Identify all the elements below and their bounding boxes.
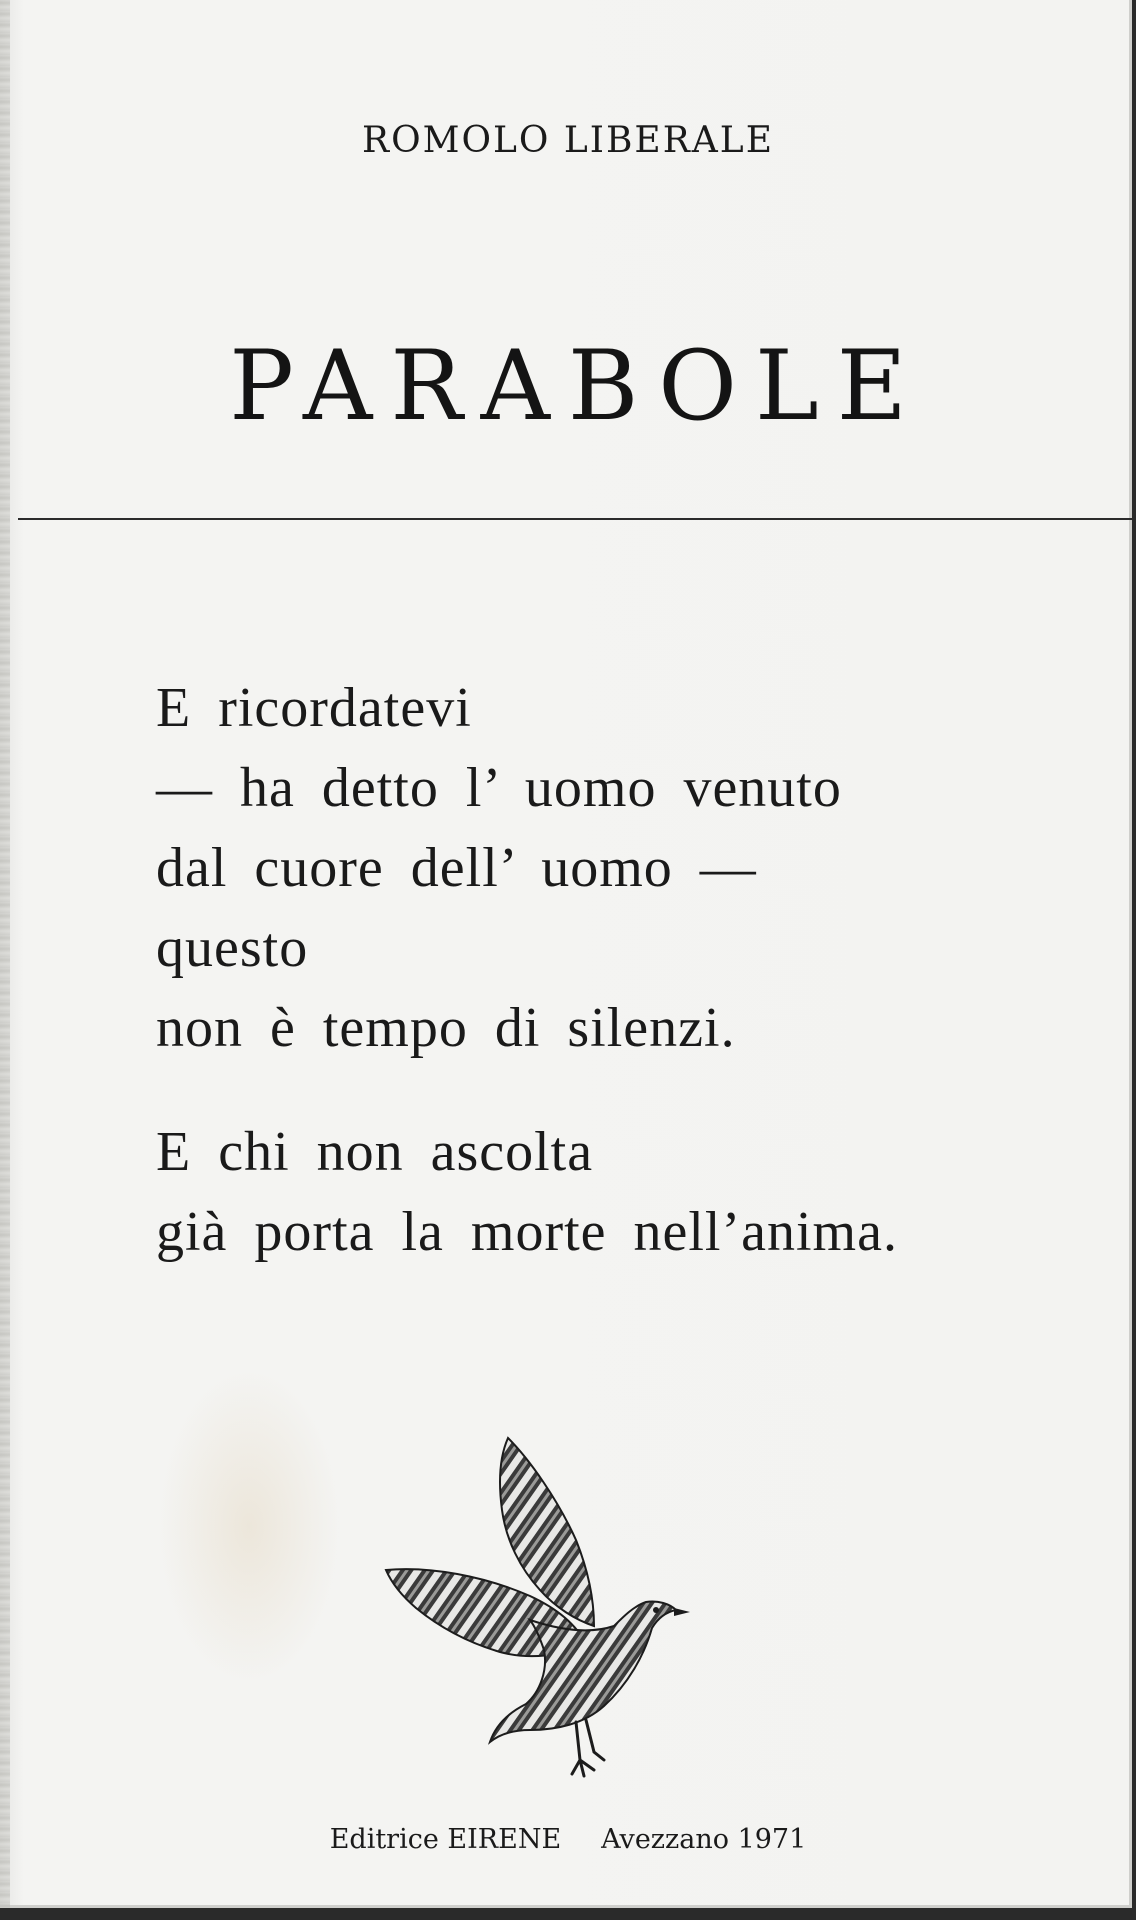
poem-line: E chi non ascolta bbox=[156, 1121, 594, 1183]
publisher-name: Editrice EIRENE bbox=[329, 1824, 562, 1855]
publication-place-year: Avezzano 1971 bbox=[601, 1824, 807, 1855]
spine-edge bbox=[0, 0, 10, 1908]
stanza-2 bbox=[156, 1112, 1056, 1272]
poem-line: già porta la morte nell’anima. bbox=[156, 1201, 898, 1263]
dove-eye bbox=[653, 1607, 659, 1613]
poem-line: dal cuore dell’ uomo — bbox=[156, 837, 757, 899]
poem-line: E ricordatevi bbox=[156, 677, 472, 739]
poem-excerpt bbox=[156, 668, 1056, 1316]
publisher-imprint bbox=[0, 1824, 1136, 1855]
divider-rule bbox=[18, 518, 1132, 520]
poem-line: — ha detto l’ uomo venuto bbox=[156, 757, 842, 819]
author-name: ROMOLO LIBERALE bbox=[361, 120, 774, 161]
poem-line: non è tempo di silenzi. bbox=[156, 997, 736, 1059]
stanza-1 bbox=[156, 668, 1056, 1068]
dove-beak bbox=[674, 1608, 690, 1616]
book-title: PARABOLE bbox=[229, 330, 925, 442]
dove-illustration bbox=[380, 1430, 710, 1790]
dove-legs bbox=[572, 1720, 604, 1776]
poem-line: questo bbox=[156, 917, 309, 979]
